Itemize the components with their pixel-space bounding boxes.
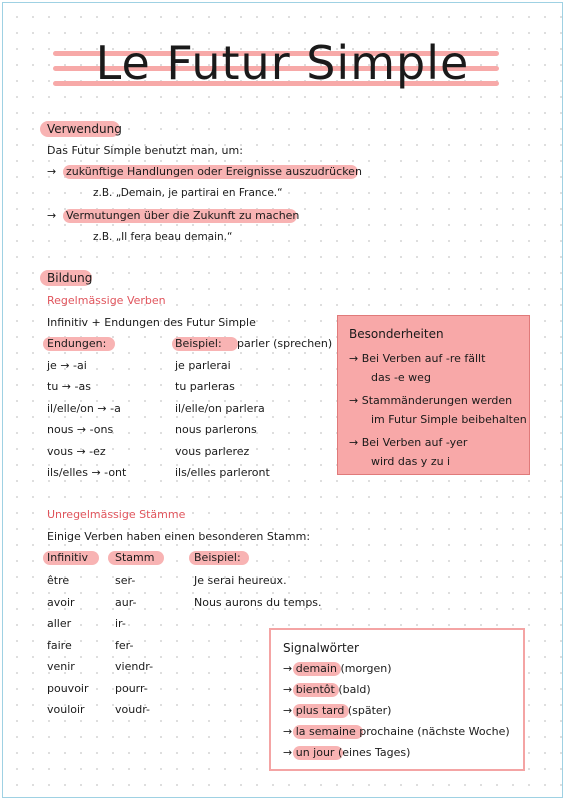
verwendung-item-1: zukünftige Handlungen oder Ereignisse auszudrücken: [66, 165, 362, 178]
irregular-example: Nous aurons du temps.: [194, 596, 322, 609]
arrow-icon: →: [76, 445, 86, 458]
arrow-icon: →: [61, 380, 72, 393]
arrow-icon: →: [47, 209, 57, 222]
besonderheiten-item-cont: das -e weg: [371, 371, 431, 384]
signalwort-item: → bientôt (bald): [283, 683, 371, 696]
table-row: vous → -ez: [47, 445, 106, 458]
page-title: Le Futur Simple: [95, 36, 470, 90]
besonderheiten-item: → Stammänderungen werden: [349, 394, 513, 407]
conjugation-example: il/elle/on parlera: [175, 402, 265, 415]
besonderheiten-item: → Bei Verben auf -yer: [349, 436, 468, 449]
irregular-stamm: aur-: [115, 596, 137, 609]
arrow-icon: →: [283, 704, 293, 717]
signalwort-item: → plus tard (später): [283, 704, 392, 717]
irregular-stamm: viendr-: [115, 660, 154, 673]
arrow-icon: →: [76, 423, 87, 436]
signalwort-item: → la semaine prochaine (nächste Woche): [283, 725, 510, 738]
arrow-icon: →: [283, 725, 293, 738]
verwendung-example-1: z.B. „Demain, je partirai en France.“: [93, 187, 283, 199]
signalwoerter-heading: Signalwörter: [283, 641, 359, 655]
verwendung-item-2: Vermutungen über die Zukunft zu machen: [66, 209, 300, 222]
irregular-example: Je serai heureux.: [194, 574, 287, 587]
arrow-icon: →: [349, 394, 359, 407]
table-row: tu → -as: [47, 380, 91, 393]
arrow-icon: →: [283, 746, 293, 759]
irregular-stamm: ser-: [115, 574, 136, 587]
irregular-infinitiv: vouloir: [47, 703, 85, 716]
table-row: nous → -ons: [47, 423, 114, 436]
conjugation-example: ils/elles parleront: [175, 466, 270, 479]
arrow-icon: →: [283, 662, 293, 675]
besonderheiten-item-cont: wird das y zu i: [371, 455, 451, 468]
verwendung-example-2: z.B. „Il fera beau demain.“: [93, 231, 233, 243]
arrow-icon: →: [283, 683, 293, 696]
irregular-infinitiv: faire: [47, 639, 72, 652]
section-heading-verwendung: Verwendung: [47, 122, 122, 136]
irregular-infinitiv: aller: [47, 617, 72, 630]
table-row: je → -ai: [47, 359, 87, 372]
beispiel-header: Beispiel:: [175, 337, 222, 350]
conjugation-example: vous parlerez: [175, 445, 250, 458]
besonderheiten-heading: Besonderheiten: [349, 327, 444, 341]
irregular-infinitiv: venir: [47, 660, 75, 673]
irregular-infinitiv: pouvoir: [47, 682, 89, 695]
arrow-icon: →: [349, 352, 359, 365]
besonderheiten-item-cont: im Futur Simple beibehalten: [371, 413, 527, 426]
arrow-icon: →: [97, 402, 107, 415]
irregular-stamm: fer-: [115, 639, 134, 652]
arrow-icon: →: [47, 165, 57, 178]
verwendung-intro: Das Futur Simple benutzt man, um:: [47, 144, 243, 157]
endungen-header: Endungen:: [47, 337, 107, 350]
unregelmaessig-intro: Einige Verben haben einen besonderen Stamm:: [47, 530, 311, 543]
irregular-stamm: pourr-: [115, 682, 148, 695]
signalwort-item: → un jour (eines Tages): [283, 746, 411, 759]
section-heading-bildung: Bildung: [47, 271, 93, 285]
beispiel-header-2: Beispiel:: [194, 551, 241, 564]
stamm-header: Stamm: [115, 551, 155, 564]
irregular-stamm: voudr-: [115, 703, 150, 716]
arrow-icon: →: [60, 359, 70, 372]
conjugation-example: je parlerai: [175, 359, 231, 372]
besonderheiten-item: → Bei Verben auf -re fällt: [349, 352, 486, 365]
infinitiv-header: Infinitiv: [47, 551, 89, 564]
subheading-unregelmaessige-staemme: Unregelmässige Stämme: [47, 508, 186, 521]
table-row: ils/elles → -ont: [47, 466, 127, 479]
subheading-regelmaessige-verben: Regelmässige Verben: [47, 294, 166, 307]
irregular-stamm: ir-: [115, 617, 126, 630]
worksheet-page: [2, 2, 563, 798]
arrow-icon: →: [349, 436, 359, 449]
irregular-infinitiv: avoir: [47, 596, 75, 609]
bildung-intro: Infinitiv + Endungen des Futur Simple: [47, 316, 256, 329]
signalwort-item: → demain (morgen): [283, 662, 392, 675]
table-row: il/elle/on → -a: [47, 402, 121, 415]
irregular-infinitiv: être: [47, 574, 70, 587]
arrow-icon: →: [91, 466, 101, 479]
conjugation-example: tu parleras: [175, 380, 235, 393]
beispiel-verb: parler (sprechen): [237, 337, 333, 350]
conjugation-example: nous parlerons: [175, 423, 257, 436]
